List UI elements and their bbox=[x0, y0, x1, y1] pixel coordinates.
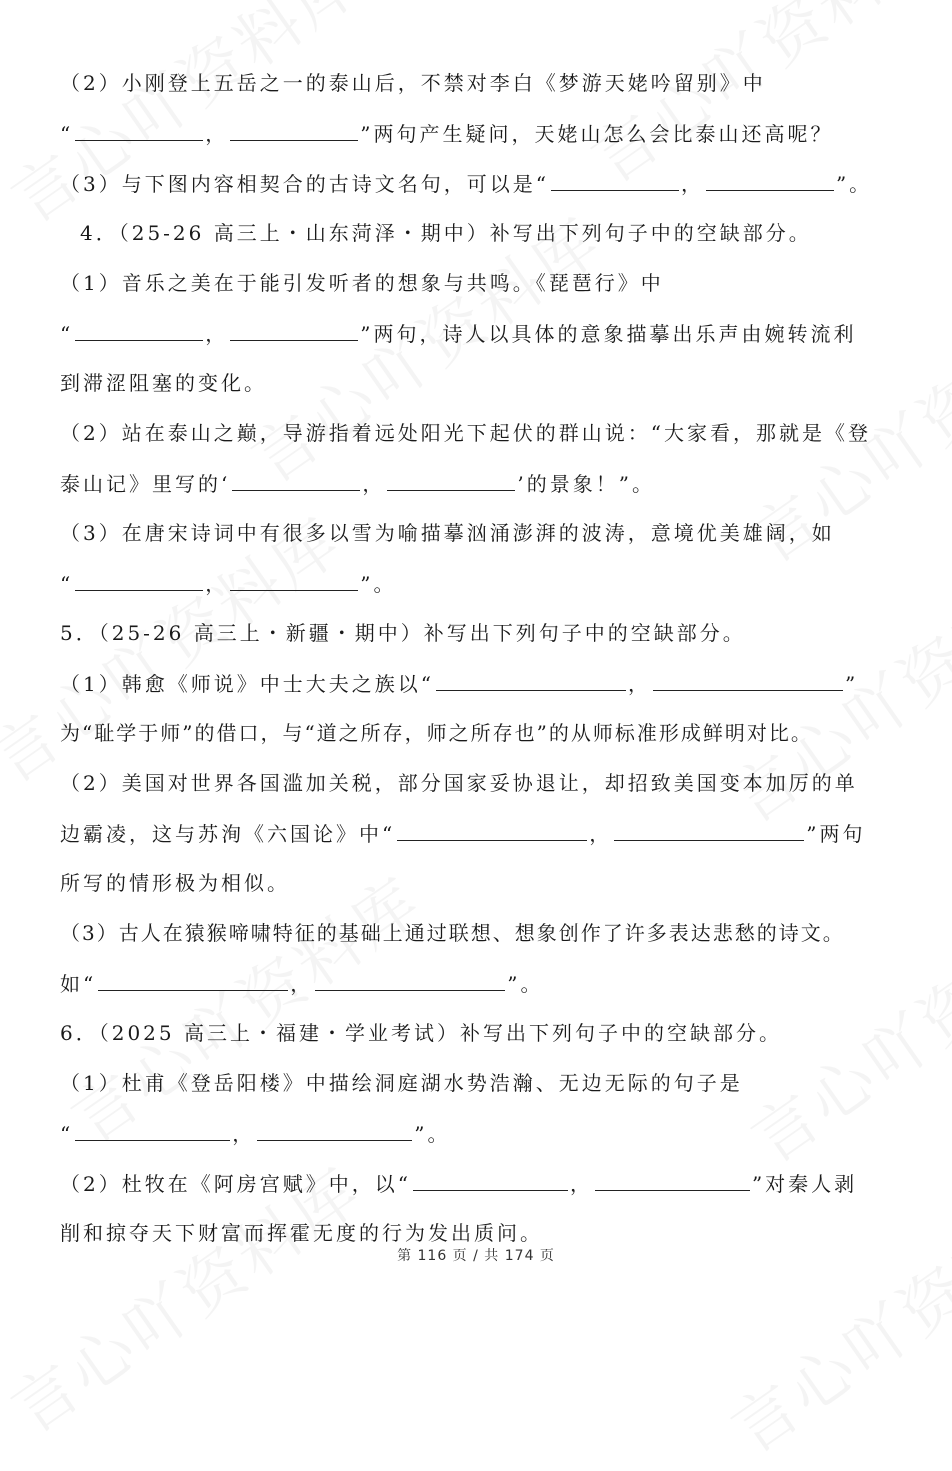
text: ”。 bbox=[360, 572, 397, 596]
text: ”两句，诗人以具体的意象描摹出乐声由婉转流利 bbox=[360, 322, 857, 346]
text: （2）杜牧在《阿房宫赋》中，以“ bbox=[60, 1172, 411, 1196]
question-4-title bbox=[80, 218, 812, 248]
text: ， bbox=[680, 172, 704, 196]
fill-blank[interactable] bbox=[413, 1168, 568, 1191]
fill-blank[interactable] bbox=[551, 168, 679, 191]
fill-blank[interactable] bbox=[75, 568, 203, 591]
text: ， bbox=[205, 572, 229, 596]
question-5-title bbox=[60, 618, 746, 648]
fill-blank[interactable] bbox=[230, 568, 358, 591]
fill-blank[interactable] bbox=[315, 968, 505, 991]
text: ， bbox=[362, 472, 386, 496]
question-3-part-2 bbox=[60, 68, 766, 98]
fill-blank[interactable] bbox=[257, 1118, 412, 1141]
text: （1）韩愈《师说》中士大夫之族以“ bbox=[60, 672, 434, 696]
answer-line bbox=[60, 818, 865, 849]
question-4-part-1 bbox=[60, 268, 664, 298]
fill-blank[interactable] bbox=[397, 818, 587, 841]
fill-blank[interactable] bbox=[98, 968, 288, 991]
text: ， bbox=[290, 972, 314, 996]
text: ”两句产生疑问，天姥山怎么会比泰山还高呢？ bbox=[360, 122, 834, 146]
text: 为“耻学于师”的借口，与“道之所存，师之所存也”的从师标准形成鲜明对比。 bbox=[60, 721, 813, 745]
text: 4．（25-26 高三上・山东菏泽・期中）补写出下列句子中的空缺部分。 bbox=[80, 221, 812, 245]
fill-blank[interactable] bbox=[614, 818, 804, 841]
fill-blank[interactable] bbox=[230, 318, 358, 341]
text: ”两句 bbox=[806, 822, 866, 846]
text: 如“ bbox=[60, 972, 97, 996]
fill-blank[interactable] bbox=[75, 118, 203, 141]
answer-line bbox=[60, 568, 396, 599]
answer-line bbox=[60, 318, 856, 349]
watermark bbox=[711, 1161, 952, 1470]
text: ”。 bbox=[507, 972, 544, 996]
fill-blank[interactable] bbox=[75, 318, 203, 341]
question-5-part-3 bbox=[60, 918, 845, 948]
text: 泰山记》里写的‘ bbox=[60, 472, 231, 496]
question-6-title bbox=[60, 1018, 782, 1048]
text: “ bbox=[60, 322, 74, 346]
text: ， bbox=[627, 672, 651, 696]
text-line bbox=[60, 718, 813, 748]
text: （2）美国对世界各国滥加关税，部分国家妥协退让，却招致美国变本加厉的单 bbox=[60, 771, 858, 795]
text: （1）杜甫《登岳阳楼》中描绘洞庭湖水势浩瀚、无边无际的句子是 bbox=[60, 1071, 743, 1095]
text: ”。 bbox=[414, 1122, 451, 1146]
text: ”。 bbox=[835, 172, 873, 196]
answer-line bbox=[60, 1118, 450, 1149]
text: ’的景象！”。 bbox=[517, 472, 655, 496]
text: ” bbox=[844, 672, 859, 696]
text: ， bbox=[569, 1172, 593, 1196]
question-6-part-1 bbox=[60, 1068, 743, 1098]
text: “ bbox=[60, 572, 74, 596]
text: ， bbox=[589, 822, 613, 846]
fill-blank[interactable] bbox=[706, 168, 834, 191]
fill-blank[interactable] bbox=[595, 1168, 750, 1191]
fill-blank[interactable] bbox=[230, 118, 358, 141]
text: （3）在唐宋诗词中有很多以雪为喻描摹汹涌澎湃的波涛，意境优美雄阔，如 bbox=[60, 521, 835, 545]
question-3-part-3 bbox=[60, 168, 872, 199]
text: （1）音乐之美在于能引发听者的想象与共鸣。《琵琶行》中 bbox=[60, 271, 664, 295]
text: ， bbox=[205, 122, 229, 146]
text: （3）与下图内容相契合的古诗文名句，可以是“ bbox=[60, 172, 549, 196]
text: 削和掠夺天下财富而挥霍无度的行为发出质问。 bbox=[60, 1221, 543, 1245]
question-4-part-3 bbox=[60, 518, 835, 548]
fill-blank[interactable] bbox=[387, 468, 515, 491]
text-line bbox=[60, 868, 290, 898]
answer-line bbox=[60, 468, 655, 499]
page-footer: 第 116 页 / 共 174 页 bbox=[397, 1248, 555, 1264]
text: （3）古人在猿猴啼啸特征的基础上通过联想、想象创作了许多表达悲愁的诗文。 bbox=[60, 921, 845, 945]
fill-blank[interactable] bbox=[436, 668, 626, 691]
text: 6．（2025 高三上・福建・学业考试）补写出下列句子中的空缺部分。 bbox=[60, 1021, 782, 1045]
text: ， bbox=[205, 322, 229, 346]
question-6-part-2 bbox=[60, 1168, 857, 1199]
text: “ bbox=[60, 1122, 74, 1146]
fill-blank[interactable] bbox=[75, 1118, 230, 1141]
answer-line bbox=[60, 968, 543, 999]
text-line bbox=[60, 1218, 543, 1248]
text: ”对秦人剥 bbox=[751, 1172, 858, 1196]
question-5-part-2 bbox=[60, 768, 858, 798]
answer-line bbox=[60, 118, 833, 149]
text: ， bbox=[232, 1122, 256, 1146]
text: 边霸凌，这与苏洵《六国论》中“ bbox=[60, 822, 396, 846]
text: （2）小刚登上五岳之一的泰山后，不禁对李白《梦游天姥吟留别》中 bbox=[60, 71, 766, 95]
text: （2）站在泰山之巅，导游指着远处阳光下起伏的群山说：“大家看，那就是《登 bbox=[60, 421, 871, 445]
fill-blank[interactable] bbox=[232, 468, 360, 491]
fill-blank[interactable] bbox=[653, 668, 843, 691]
text: “ bbox=[60, 122, 74, 146]
text: 所写的情形极为相似。 bbox=[60, 871, 290, 895]
text: 到滞涩阻塞的变化。 bbox=[60, 371, 267, 395]
question-5-part-1 bbox=[60, 668, 858, 699]
text: 5．（25-26 高三上・新疆・期中）补写出下列句子中的空缺部分。 bbox=[60, 621, 746, 645]
question-4-part-2 bbox=[60, 418, 871, 448]
text-line bbox=[60, 368, 267, 398]
